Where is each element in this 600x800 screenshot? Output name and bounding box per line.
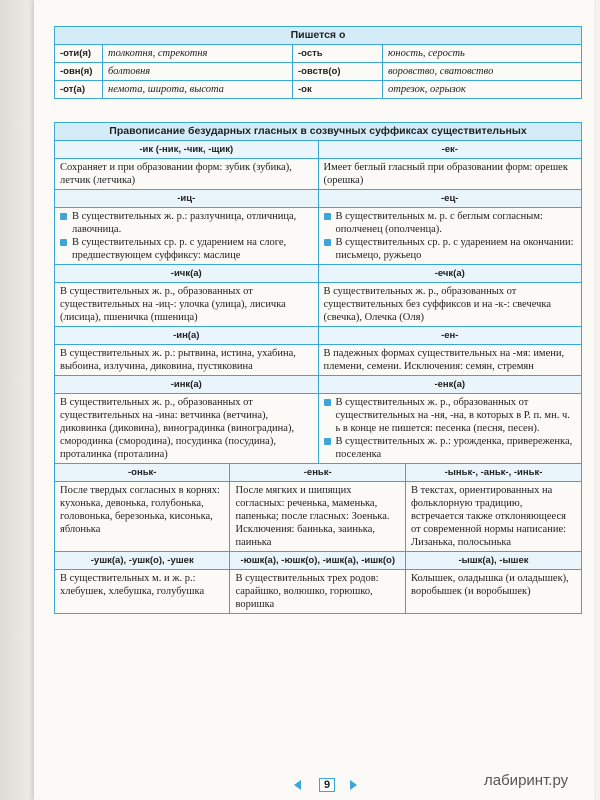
example-text: отрезок, огрызок [383, 81, 582, 99]
table-row [55, 482, 582, 552]
rule-cell: Колышек, оладышка (и оладышек), воробышек (и воробышек) [405, 570, 581, 614]
rule-cell [55, 159, 319, 190]
suffix-header: -ечк(а) [318, 265, 582, 283]
rule-text: В существительных ж. р.: рытвина, истина, ухабина, выбоина, излучина, диковина, пустяковина [60, 348, 296, 372]
rule-bullet: В существительных ж. р.: разлучница, отличница, лавочница. [60, 210, 313, 236]
rule-cell [55, 394, 319, 464]
rule-cell: В существительных трех родов: сарайшко, волюшко, горюшко, воришка [230, 570, 405, 614]
rule-cell: После мягких и шипящих согласных: реченька, маменька, папенька; после гласных: Зоенька. Исключения: баинька, заинька, паинька [230, 482, 405, 552]
rule-text: В существительных ж. р., образованных от существительных на -иц-: улочка (улица), лисичка (лисица), пшеничка (пшеница) [60, 286, 286, 323]
table-row [55, 283, 582, 327]
suffix-label: -ость [293, 45, 383, 63]
suffix-header: -енк(а) [318, 376, 582, 394]
rule-bullet: В существительных ж. р., образованных от существительных на -ня, -на, в которых в Р. п. мн. ч. ь в конце не пишется: песенка (песня, песен). [324, 396, 577, 435]
rule-bullet: В существительных ср. р. с ударением на окончании: письмецо, ружьецо [324, 236, 577, 262]
suffix-label: -оти(я) [55, 45, 103, 63]
rule-text: Имеет беглый гласный при образовании форм: орешек (орешка) [323, 162, 568, 186]
next-page-arrow-icon [350, 780, 357, 790]
table-row [55, 81, 582, 99]
rule-cell [318, 208, 582, 265]
suffix-header: -оньк- [55, 464, 230, 482]
book-page [34, 0, 594, 800]
section-title: Правописание безударных гласных в созвучных суффиксах существительных [55, 123, 582, 141]
example-text: толкотня, стрекотня [103, 45, 293, 63]
table-row [55, 45, 582, 63]
rule-bullet: В существительных ср. р. с ударением на слоге, предшествующем суффиксу: маслице [60, 236, 313, 262]
suffix-header: -ец- [318, 190, 582, 208]
rule-cell [318, 159, 582, 190]
table-row [55, 63, 582, 81]
example-text: воровство, сватовство [383, 63, 582, 81]
watermark: лабиринт.ру [484, 772, 569, 789]
rule-cell [318, 283, 582, 327]
suffix-header: -ин(а) [55, 327, 319, 345]
suffix-label: -ок [293, 81, 383, 99]
written-o-title: Пишется о [55, 27, 582, 45]
suffix-label: -от(а) [55, 81, 103, 99]
table-row [55, 570, 582, 614]
suffix-header: -ышк(а), -ышек [405, 552, 581, 570]
suffix-header: -ек- [318, 141, 582, 159]
suffix-label: -овн(я) [55, 63, 103, 81]
suffix-header: -ичк(а) [55, 265, 319, 283]
rule-cell [55, 345, 319, 376]
suffix-header: -ен- [318, 327, 582, 345]
suffix-header: -юшк(а), -юшк(о), -ишк(а), -ишк(о) [230, 552, 405, 570]
rule-bullet: В существительных ж. р.: урожденка, привереженка, поселенка [324, 435, 577, 461]
written-o-table [54, 26, 582, 99]
suffix-header: -ик (-ник, -чик, -щик) [55, 141, 319, 159]
suffix-header: -ыньк-, -аньк-, -иньк- [405, 464, 581, 482]
rule-cell [318, 394, 582, 464]
example-text: немота, широта, высота [103, 81, 293, 99]
rule-text: В существительных ж. р., образованных от существительных на -ина: ветчинка (ветчина), диковинка (диковина), виноградинка (виноградина), смородинка (смородина), посудинка (посудина), проталинка (проталина) [60, 397, 295, 460]
rule-cell [55, 283, 319, 327]
suffix-label: -овств(о) [293, 63, 383, 81]
rule-cell: В существительных м. и ж. р.: хлебушек, хлебушка, голубушка [55, 570, 230, 614]
table-row [55, 159, 582, 190]
rule-text: Сохраняет и при образовании форм: зубик (зубика), летчик (летчика) [60, 162, 292, 186]
rule-cell [55, 208, 319, 265]
example-text: болтовня [103, 63, 293, 81]
suffix-header: -ушк(а), -ушк(о), -ушек [55, 552, 230, 570]
table-row [55, 208, 582, 265]
book-spine [0, 0, 34, 800]
rule-cell [318, 345, 582, 376]
example-text: юность, серость [383, 45, 582, 63]
table-row [55, 394, 582, 464]
suffix-header: -инк(а) [55, 376, 319, 394]
rule-cell: В текстах, ориентированных на фольклорную традицию, встречается также отклоняющееся от современной нормы написание: Лизанька, полосынька [405, 482, 581, 552]
suffix-header: -еньк- [230, 464, 405, 482]
rule-text: В падежных формах существительных на -мя: имени, племени, семени. Исключения: семян, стремян [323, 348, 565, 372]
prev-page-arrow-icon [294, 780, 301, 790]
page-number: 9 [319, 778, 335, 792]
rule-text: В существительных ж. р., образованных от существительных без суффиксов и на -к-: свечечка (свечка), Олечка (Оля) [323, 286, 552, 323]
suffix-header: -иц- [55, 190, 319, 208]
rule-cell: После твердых согласных в корнях: кухонька, девонька, голубонька, головонька, березонька, кисонька, яблонька [55, 482, 230, 552]
suffix-spelling-table [54, 122, 582, 614]
table-row [55, 345, 582, 376]
rule-bullet: В существительных м. р. с беглым согласным: ополченец (ополченца). [324, 210, 577, 236]
